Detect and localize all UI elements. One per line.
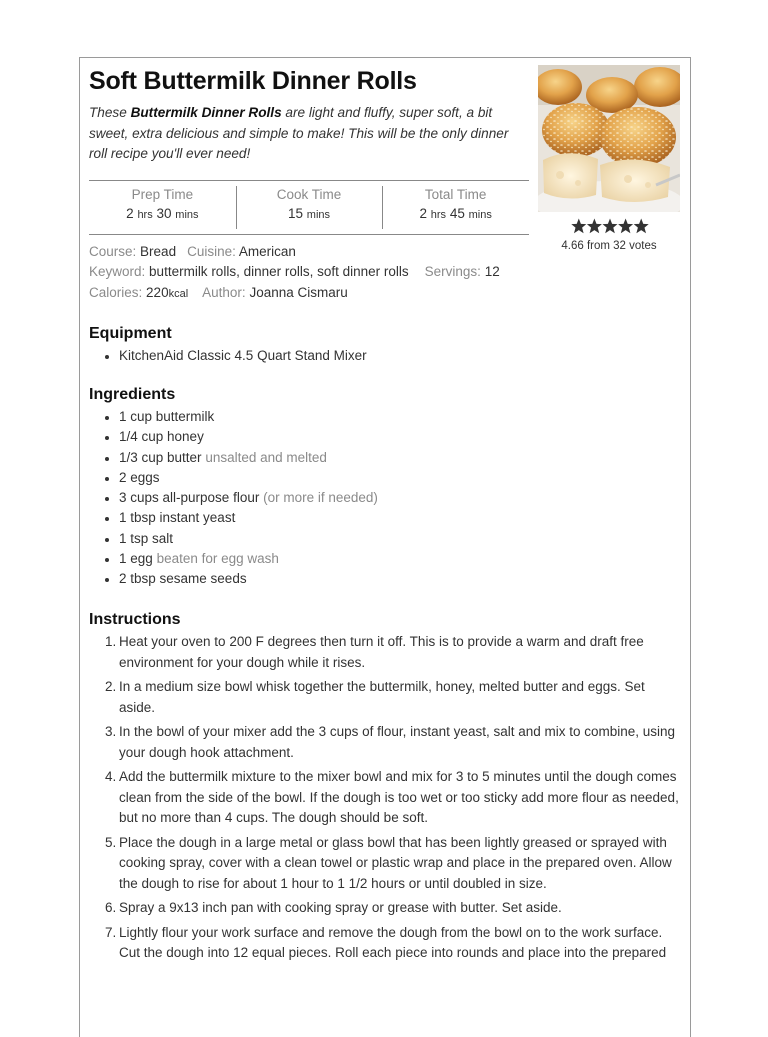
ingredient-text: 1/3 cup butter [119, 449, 202, 465]
total-time [382, 181, 529, 234]
summary-prefix: These [89, 105, 131, 120]
instruction-step [89, 923, 679, 964]
total-mins: 45 [449, 206, 465, 221]
prep-hours-unit: hrs [137, 209, 153, 221]
prep-mins: 30 [156, 206, 172, 221]
step-number: 5. [105, 834, 117, 850]
calories-value: 220 [146, 285, 169, 300]
ingredient-note: beaten for egg wash [156, 551, 279, 567]
star-icon[interactable] [587, 219, 602, 234]
ingredient-text: 1 cup buttermilk [119, 409, 215, 424]
recipe-title: Soft Buttermilk Dinner Rolls [89, 67, 417, 95]
total-time-label: Total Time [424, 187, 487, 202]
instruction-step [89, 767, 679, 829]
keyword-value: buttermilk rolls, dinner rolls, soft dinner rolls [149, 264, 409, 279]
recipe-times [89, 180, 529, 235]
course-value: Bread [140, 244, 177, 259]
ingredients-heading: Ingredients [89, 386, 176, 403]
cook-mins: 15 [287, 206, 304, 221]
step-text: Add the buttermilk mixture to the mixer bowl and mix for 3 to 5 minutes until the dough comes clean from the side of the bowl. If the dough is too wet or too sticky add more flour as needed, but no more than 4 cups. The dough should be soft. [119, 769, 679, 825]
servings-value[interactable]: 12 [484, 264, 500, 279]
step-number: 6. [105, 900, 117, 915]
keyword-label: Keyword: [89, 264, 146, 279]
total-hours-unit: hrs [430, 209, 447, 221]
prep-hours: 2 [126, 206, 134, 221]
equipment-list [89, 346, 689, 366]
summary-rest: are light and fluffy, super soft, a bit sweet, extra delicious and simple to make! This will be the only dinner roll recipe you'll ever need! [89, 105, 509, 161]
ingredient-item[interactable] [89, 407, 689, 427]
cook-time [236, 181, 383, 234]
ingredient-text: 1 tsp salt [119, 530, 174, 546]
instructions-heading: Instructions [89, 611, 181, 628]
ingredients-list [89, 407, 689, 590]
ingredient-text: 3 cups all-purpose flour [119, 490, 260, 506]
rating-votes: 4.66 from 32 votes [561, 240, 657, 252]
star-icon[interactable] [603, 219, 618, 234]
ingredient-text: 1 tbsp instant yeast [119, 510, 236, 526]
step-text: Place the dough in a large metal or glass bowl that has been lightly greased or sprayed with cooking spray, cover with a clean towel or plastic wrap and place in the prepared oven. Allow the dough to rise for about 1 hour to 1 1/2 hours or until doubled in size. [119, 834, 672, 891]
total-time-value [382, 206, 529, 221]
recipe-photo[interactable] [538, 65, 680, 212]
ingredient-text: 2 eggs [119, 469, 160, 485]
total-mins-unit: mins [468, 209, 492, 221]
total-hours: 2 [419, 206, 428, 221]
step-number: 1. [105, 634, 117, 649]
star-icon[interactable] [634, 219, 649, 234]
ingredient-item[interactable] [89, 488, 689, 508]
ingredient-item[interactable] [89, 508, 689, 528]
course-label: Course: [89, 244, 137, 259]
ingredient-item[interactable] [89, 529, 689, 549]
ingredient-text: 2 tbsp sesame seeds [119, 571, 247, 587]
ingredient-text: 1 egg [119, 551, 153, 567]
cuisine-label: Cuisine: [187, 244, 236, 259]
instruction-step [89, 722, 679, 763]
instructions-list [89, 632, 689, 968]
equipment-item[interactable] [89, 346, 689, 366]
prep-time-value [89, 206, 236, 221]
ingredient-item[interactable] [89, 427, 689, 447]
ingredient-item[interactable] [89, 448, 689, 468]
star-icon[interactable] [571, 219, 586, 234]
step-number: 7. [105, 924, 117, 940]
step-text: Spray a 9x13 inch pan with cooking spray or grease with butter. Set aside. [119, 900, 562, 915]
author-value: Joanna Cismaru [249, 285, 348, 300]
cuisine-value: American [238, 244, 296, 259]
ingredient-item[interactable] [89, 468, 689, 488]
calories-unit: kcal [168, 288, 189, 300]
instruction-step [89, 677, 679, 718]
step-number: 2. [105, 679, 117, 694]
step-text: In the bowl of your mixer add the 3 cups of flour, instant yeast, salt and mix to combine, using your dough hook attachment. [119, 724, 676, 760]
step-text: Heat your oven to 200 F degrees then turn it off. This is to provide a warm and draft free environment for your dough while it rises. [119, 634, 644, 670]
instruction-step [89, 833, 679, 895]
instruction-step [89, 898, 679, 919]
meta-row-calories [89, 285, 348, 300]
step-number: 3. [105, 724, 117, 739]
prep-time-label: Prep Time [131, 187, 194, 202]
prep-time [89, 181, 236, 234]
ingredient-item[interactable] [89, 569, 689, 589]
equipment-heading: Equipment [89, 325, 172, 342]
step-text: Lightly flour your work surface and remove the dough from the bowl on to the work surface. Cut the dough into 12 equal pieces. Roll each piece into rounds and place into the prepared [119, 924, 667, 960]
rating-stars[interactable] [571, 218, 649, 235]
cook-time-value [236, 206, 383, 221]
ingredient-note: (or more if needed) [263, 490, 378, 506]
cook-time-label: Cook Time [276, 187, 342, 202]
equipment-item-text[interactable]: KitchenAid Classic 4.5 Quart Stand Mixer [119, 348, 367, 363]
step-number: 4. [105, 769, 117, 784]
summary-bold: Buttermilk Dinner Rolls [130, 105, 282, 120]
instruction-step [89, 632, 679, 673]
servings-label: Servings: [424, 264, 481, 279]
ingredient-note: unsalted and melted [205, 449, 327, 465]
cook-mins-unit: mins [306, 209, 331, 221]
star-icon[interactable] [618, 219, 633, 234]
step-text: In a medium size bowl whisk together the buttermilk, honey, melted butter and eggs. Set aside. [119, 679, 645, 715]
ingredient-text: 1/4 cup honey [119, 429, 204, 445]
prep-mins-unit: mins [175, 209, 199, 221]
meta-row-course [89, 244, 296, 259]
ingredient-item[interactable] [89, 549, 689, 569]
meta-row-keyword [89, 264, 500, 279]
recipe-summary [89, 103, 519, 165]
author-label: Author: [202, 285, 246, 300]
calories-label: Calories: [89, 285, 143, 300]
